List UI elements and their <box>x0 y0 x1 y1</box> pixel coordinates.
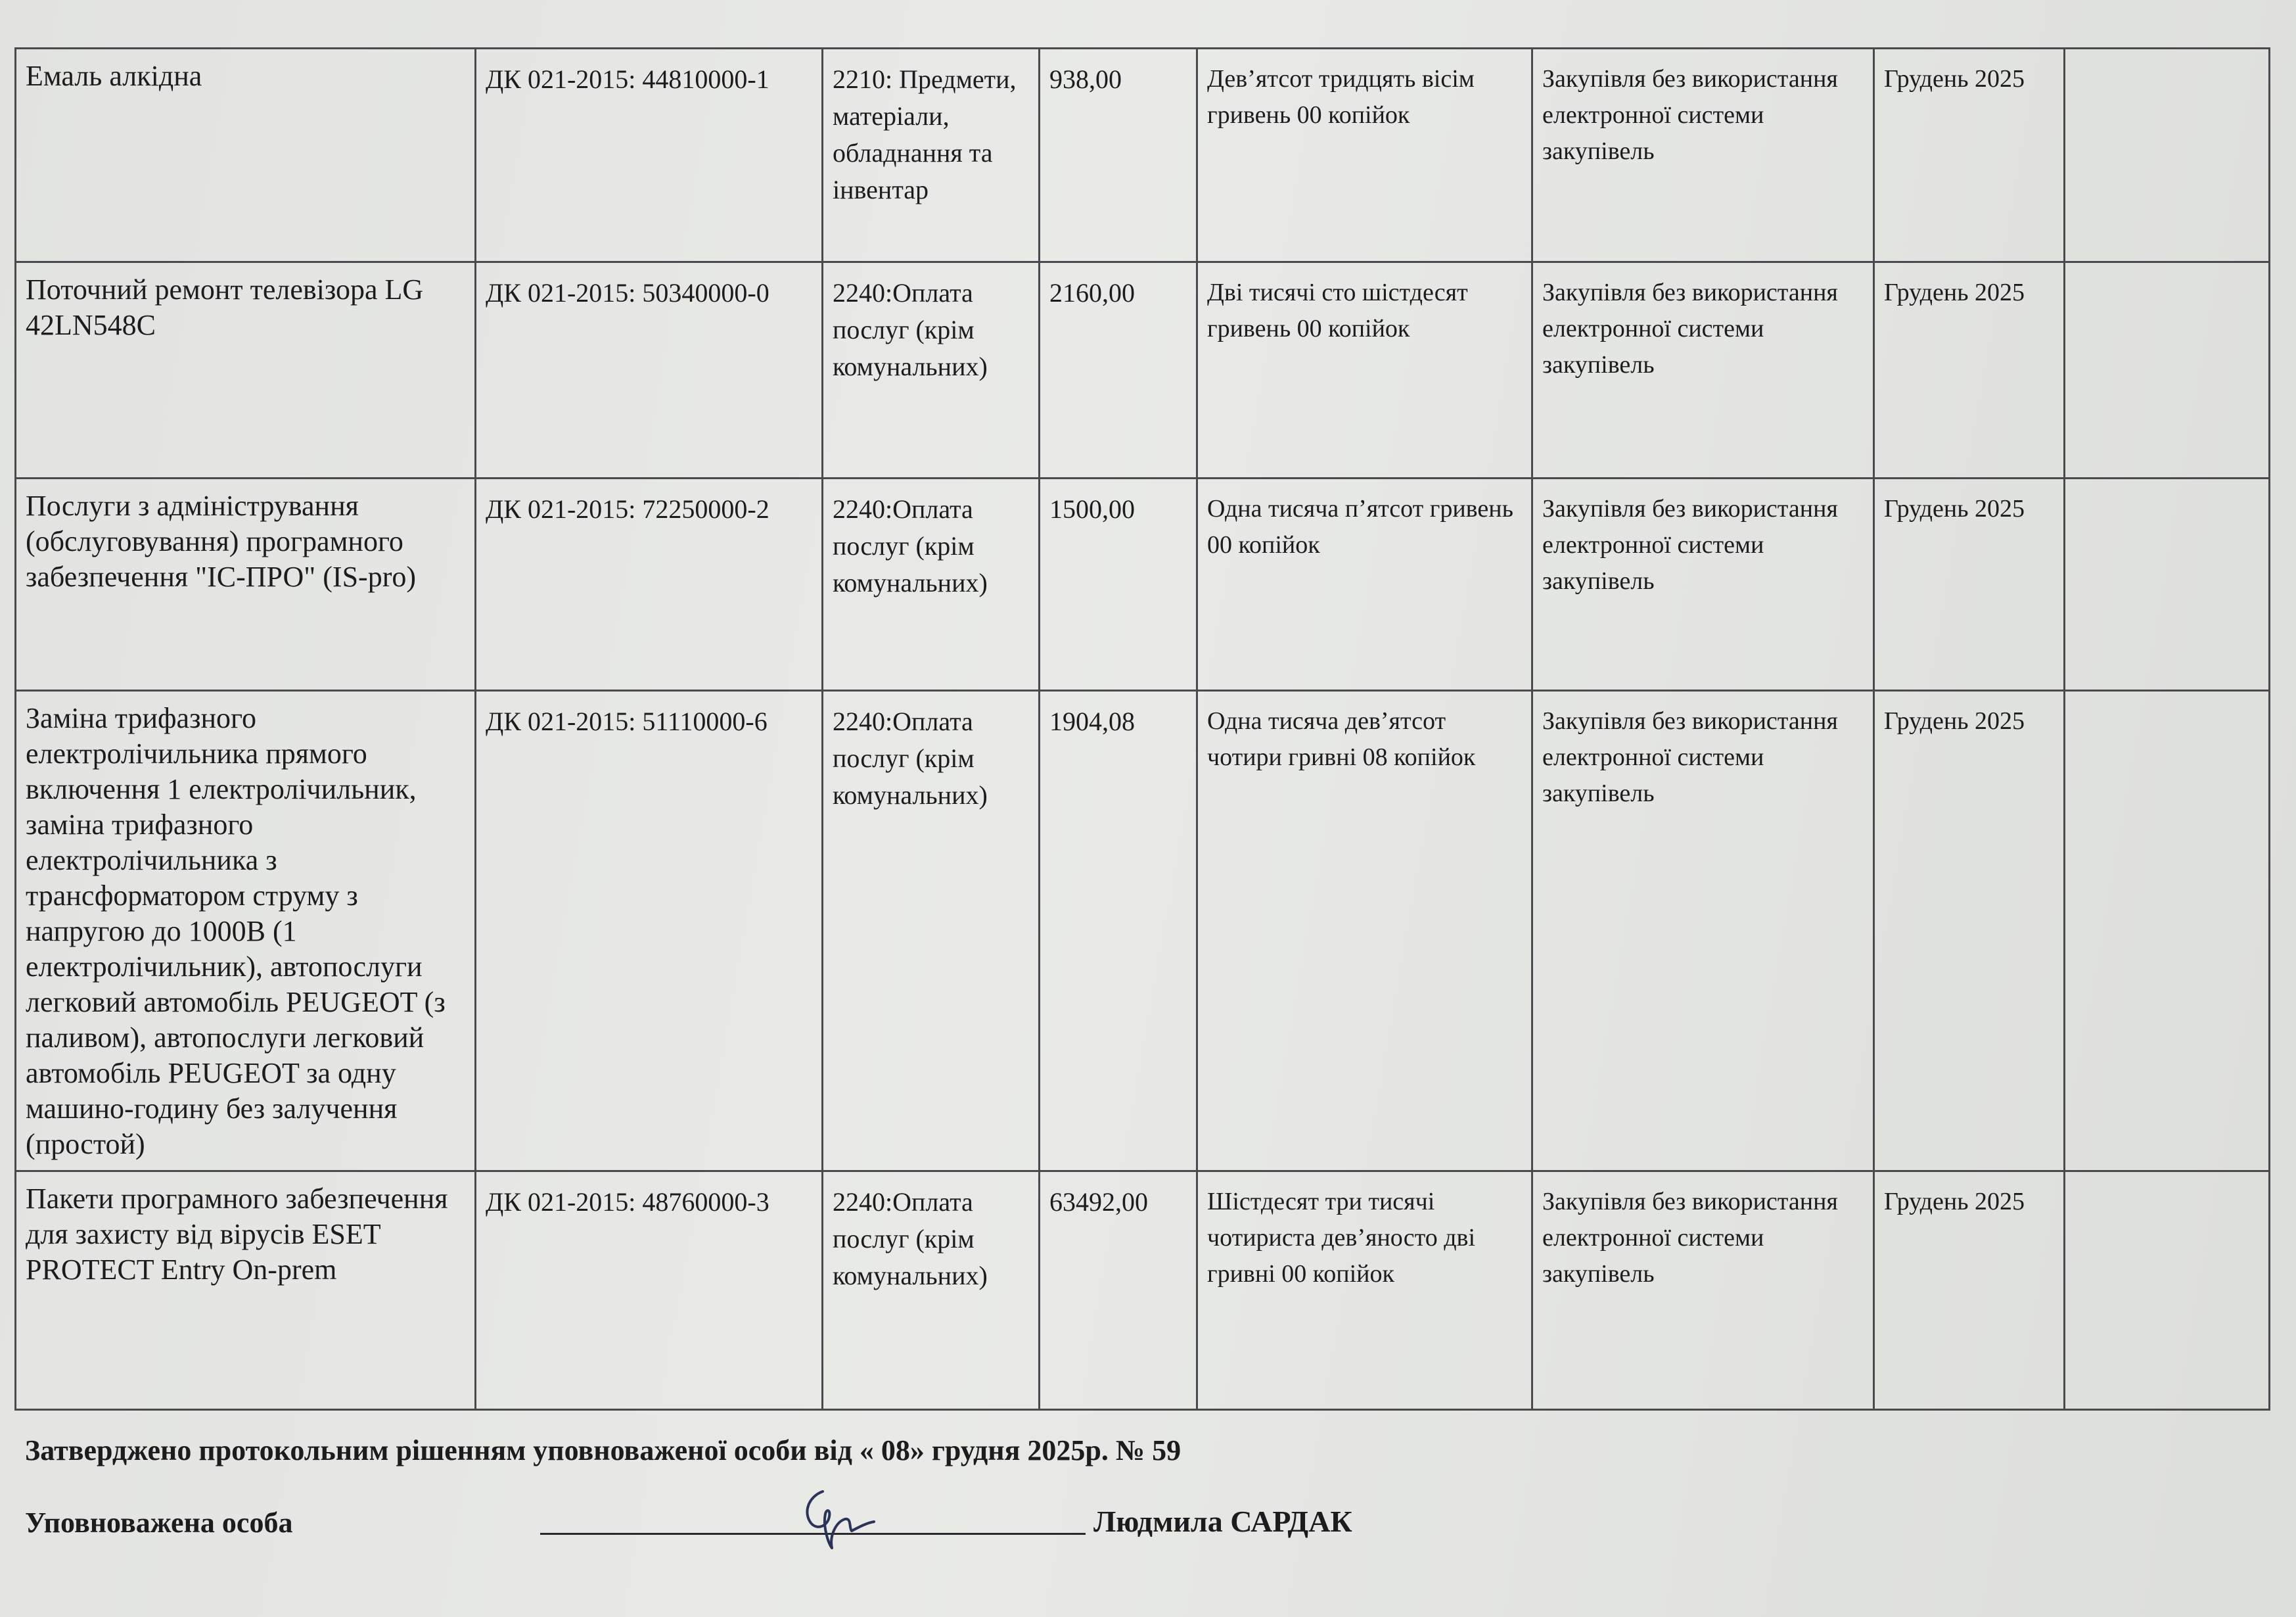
item-name-cell: Емаль алкідна <box>16 49 476 262</box>
procedure-cell: Закупівля без використання електронної системи закупівель <box>1532 479 1874 691</box>
table-row <box>16 691 2270 1171</box>
cpv-code-cell: ДК 021-2015: 72250000-2 <box>476 479 823 691</box>
procedure-cell: Закупівля без використання електронної системи закупівель <box>1532 691 1874 1171</box>
amount-cell: 2160,00 <box>1040 262 1197 479</box>
period-cell: Грудень 2025 <box>1874 49 2065 262</box>
note-cell <box>2065 691 2270 1171</box>
amount-cell: 1904,08 <box>1040 691 1197 1171</box>
note-cell <box>2065 262 2270 479</box>
kekv-cell: 2240:Оплата послуг (крім комунальних) <box>823 262 1040 479</box>
amount-words-cell: Дві тисячі сто шістдесят гривень 00 копійок <box>1197 262 1532 479</box>
amount-cell: 63492,00 <box>1040 1171 1197 1410</box>
amount-words-cell: Шістдесят три тисячі чотириста дев’яносто дві гривні 00 копійок <box>1197 1171 1532 1410</box>
amount-words-cell: Одна тисяча п’ятсот гривень 00 копійок <box>1197 479 1532 691</box>
procedure-cell: Закупівля без використання електронної системи закупівель <box>1532 262 1874 479</box>
period-cell: Грудень 2025 <box>1874 262 2065 479</box>
period-cell: Грудень 2025 <box>1874 479 2065 691</box>
procedure-cell: Закупівля без використання електронної системи закупівель <box>1532 1171 1874 1410</box>
note-cell <box>2065 1171 2270 1410</box>
period-cell: Грудень 2025 <box>1874 1171 2065 1410</box>
item-name-cell: Поточний ремонт телевізора LG 42LN548C <box>16 262 476 479</box>
kekv-cell: 2210: Предмети, матеріали, обладнання та інвентар <box>823 49 1040 262</box>
procurement-plan-table <box>14 47 2270 1411</box>
period-cell: Грудень 2025 <box>1874 691 2065 1171</box>
cpv-code-cell: ДК 021-2015: 50340000-0 <box>476 262 823 479</box>
procedure-cell: Закупівля без використання електронної системи закупівель <box>1532 49 1874 262</box>
cpv-code-cell: ДК 021-2015: 44810000-1 <box>476 49 823 262</box>
kekv-cell: 2240:Оплата послуг (крім комунальних) <box>823 479 1040 691</box>
cpv-code-cell: ДК 021-2015: 48760000-3 <box>476 1171 823 1410</box>
amount-cell: 1500,00 <box>1040 479 1197 691</box>
table-row <box>16 262 2270 479</box>
cpv-code-cell: ДК 021-2015: 51110000-6 <box>476 691 823 1171</box>
table-row <box>16 49 2270 262</box>
table-row <box>16 1171 2270 1410</box>
item-name-cell: Заміна трифазного електролічильника прямого включення 1 електролічильник, заміна трифазного електролічильника з трансформатором струму з напругою до 1000В (1 електролічильник), автопослуги легковий автомобіль PEUGEOT (з паливом), автопослуги легковий автомобіль PEUGEOT за одну машино-годину без залучення (простой) <box>16 691 476 1171</box>
kekv-cell: 2240:Оплата послуг (крім комунальних) <box>823 1171 1040 1410</box>
approval-statement: Затверджено протокольним рішенням уповноваженої особи від « 08» грудня 2025р. № 59 <box>25 1434 1182 1466</box>
signer-label: Уповноважена особа <box>25 1507 293 1539</box>
note-cell <box>2065 49 2270 262</box>
signer-name: Людмила САРДАК <box>1093 1505 1352 1538</box>
amount-words-cell: Дев’ятсот тридцять вісім гривень 00 копійок <box>1197 49 1532 262</box>
kekv-cell: 2240:Оплата послуг (крім комунальних) <box>823 691 1040 1171</box>
amount-words-cell: Одна тисяча дев’ятсот чотири гривні 08 копійок <box>1197 691 1532 1171</box>
table-row <box>16 479 2270 691</box>
item-name-cell: Послуги з адміністрування (обслуговування) програмного забезпечення "ІС-ПРО" (IS-pro) <box>16 479 476 691</box>
amount-cell: 938,00 <box>1040 49 1197 262</box>
handwritten-signature <box>789 1482 881 1555</box>
item-name-cell: Пакети програмного забезпечення для захисту від вірусів ESET PROTECT Entry On-prem <box>16 1171 476 1410</box>
note-cell <box>2065 479 2270 691</box>
